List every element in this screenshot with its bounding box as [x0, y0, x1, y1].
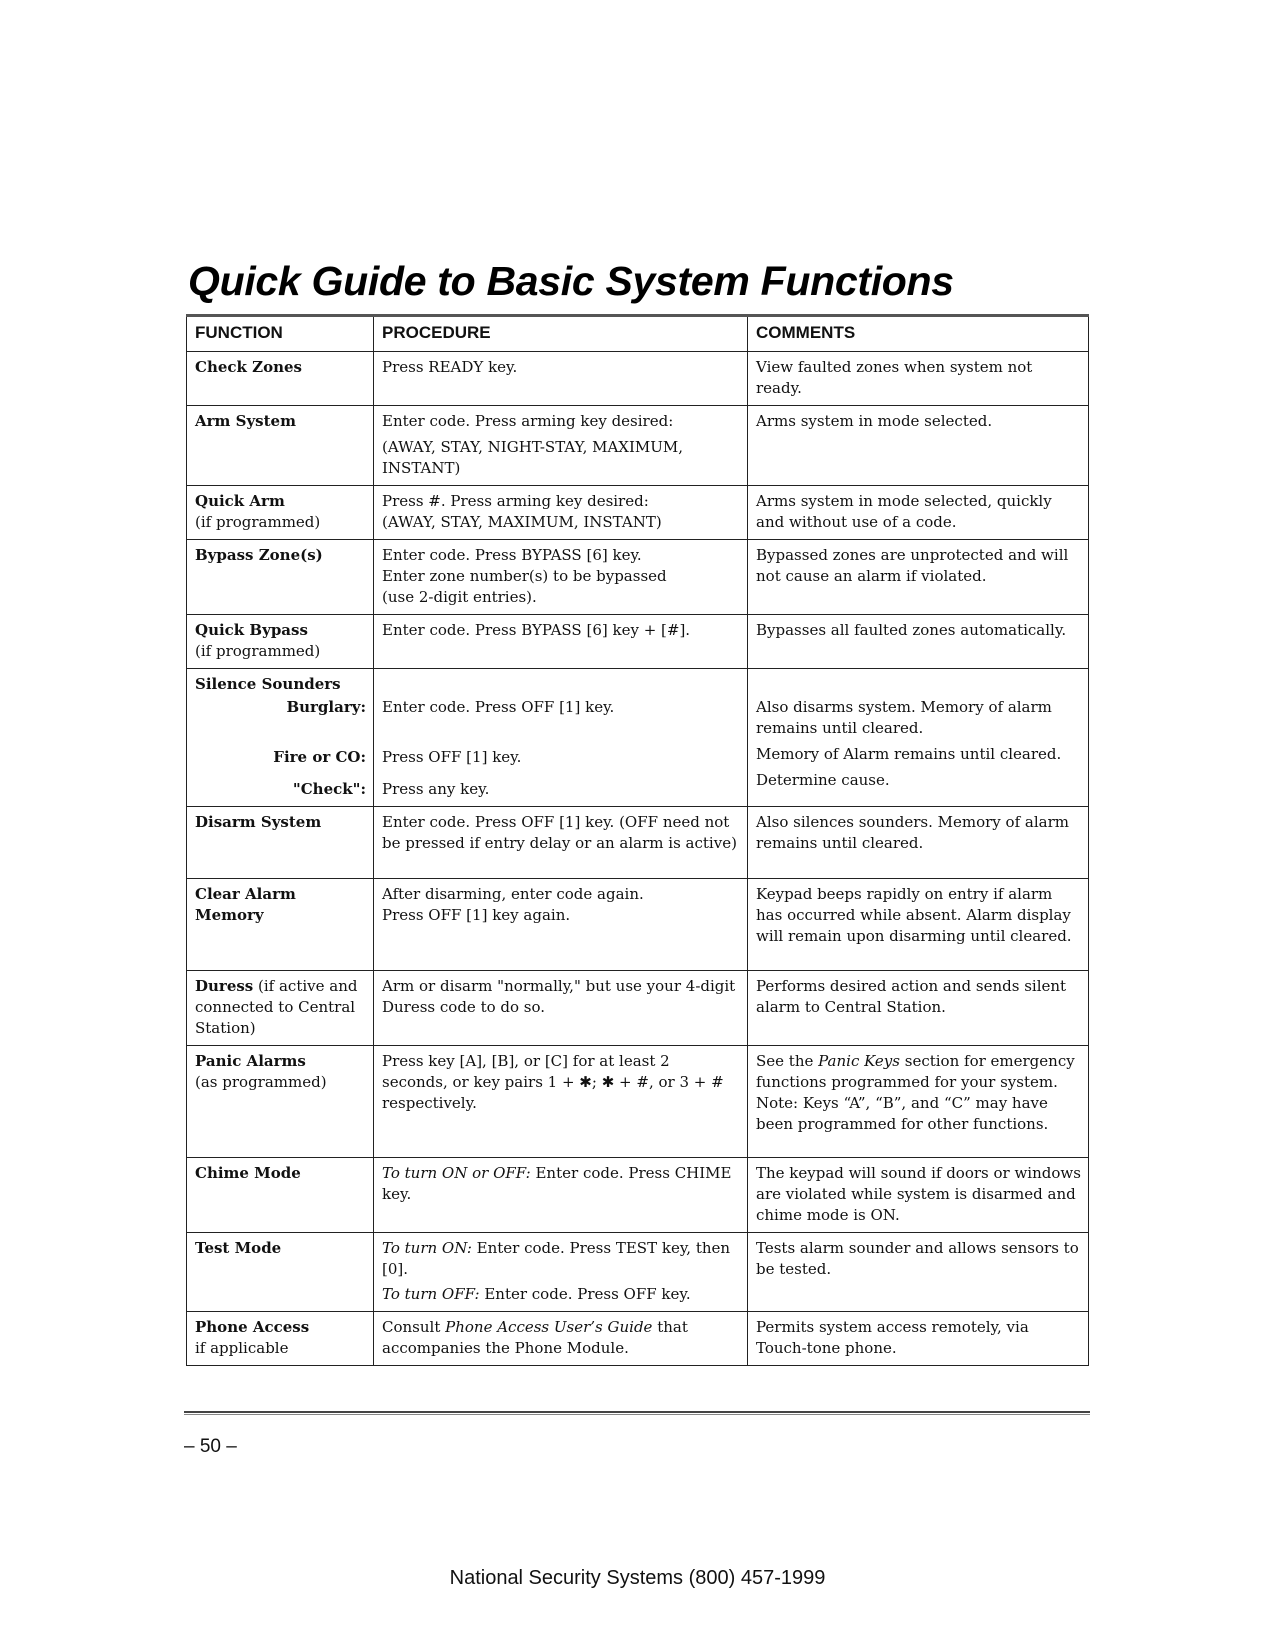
comments-cell: The keypad will sound if doors or windows are violated while system is disarmed and chime mode is ON. [748, 1158, 1089, 1233]
procedure-cell: After disarming, enter code again. Press OFF [1] key again. [374, 879, 748, 971]
comments-cell: View faulted zones when system not ready. [748, 352, 1089, 406]
table-row [187, 540, 1089, 615]
procedure-cell: Enter code. Press OFF [1] key. Press OFF [1] key. Press any key. [374, 669, 748, 807]
procedure-cell: Press key [A], [B], or [C] for at least 2 seconds, or key pairs 1 + ✱; ✱ + #, or 3 + # respectively. [374, 1046, 748, 1158]
procedure-cell: Enter code. Press arming key desired: (AWAY, STAY, NIGHT-STAY, MAXIMUM, INSTANT) [374, 406, 748, 486]
page-title: Quick Guide to Basic System Functions [188, 258, 954, 304]
header-function: FUNCTION [187, 316, 374, 352]
function-cell: Bypass Zone(s) [187, 540, 374, 615]
table-row [187, 1233, 1089, 1312]
comments-cell: Permits system access remotely, via Touch-tone phone. [748, 1312, 1089, 1366]
function-cell: Quick Arm (if programmed) [187, 486, 374, 540]
table-header-row [187, 316, 1089, 352]
procedure-cell: Arm or disarm "normally," but use your 4-digit Duress code to do so. [374, 971, 748, 1046]
procedure-cell: Press READY key. [374, 352, 748, 406]
procedure-cell: To turn ON: Enter code. Press TEST key, then [0]. To turn OFF: Enter code. Press OFF key. [374, 1233, 748, 1312]
comments-cell: Keypad beeps rapidly on entry if alarm has occurred while absent. Alarm display will remain upon disarming until cleared. [748, 879, 1089, 971]
comments-cell: See the Panic Keys section for emergency functions programmed for your system. Note: Keys “A”, “B”, and “C” may have been programmed for other functions. [748, 1046, 1089, 1158]
function-cell: Phone Access if applicable [187, 1312, 374, 1366]
procedure-cell: Enter code. Press BYPASS [6] key + [#]. [374, 615, 748, 669]
table-row [187, 1046, 1089, 1158]
page-number: – 50 – [184, 1436, 237, 1457]
table-row [187, 669, 1089, 807]
table-row [187, 352, 1089, 406]
function-cell: Check Zones [187, 352, 374, 406]
function-cell: Quick Bypass (if programmed) [187, 615, 374, 669]
quick-guide-table [186, 314, 1089, 1366]
table-row [187, 615, 1089, 669]
function-cell: Disarm System [187, 807, 374, 879]
function-cell: Duress (if active and connected to Central Station) [187, 971, 374, 1046]
phone-access-guide-reference: Phone Access User’s Guide [445, 1318, 653, 1336]
table-row [187, 486, 1089, 540]
table-row [187, 807, 1089, 879]
procedure-cell: Enter code. Press BYPASS [6] key. Enter zone number(s) to be bypassed (use 2-digit entries). [374, 540, 748, 615]
function-cell: Test Mode [187, 1233, 374, 1312]
comments-cell: Bypasses all faulted zones automatically. [748, 615, 1089, 669]
comments-cell: Arms system in mode selected. [748, 406, 1089, 486]
function-cell: Panic Alarms (as programmed) [187, 1046, 374, 1158]
footer-divider [184, 1411, 1090, 1415]
table-row [187, 971, 1089, 1046]
function-cell: Silence Sounders Burglary: Fire or CO: "Check": [187, 669, 374, 807]
procedure-cell: Press #. Press arming key desired: (AWAY, STAY, MAXIMUM, INSTANT) [374, 486, 748, 540]
footer-contact: National Security Systems (800) 457-1999 [449, 1567, 826, 1589]
comments-cell: Tests alarm sounder and allows sensors to be tested. [748, 1233, 1089, 1312]
panic-keys-reference: Panic Keys [818, 1052, 900, 1070]
table-row [187, 879, 1089, 971]
procedure-cell: To turn ON or OFF: Enter code. Press CHIME key. [374, 1158, 748, 1233]
function-cell: Clear Alarm Memory [187, 879, 374, 971]
function-cell: Chime Mode [187, 1158, 374, 1233]
header-procedure: PROCEDURE [374, 316, 748, 352]
function-cell: Arm System [187, 406, 374, 486]
comments-cell: Bypassed zones are unprotected and will not cause an alarm if violated. [748, 540, 1089, 615]
comments-cell: Arms system in mode selected, quickly and without use of a code. [748, 486, 1089, 540]
table-row [187, 1158, 1089, 1233]
comments-cell: Performs desired action and sends silent alarm to Central Station. [748, 971, 1089, 1046]
procedure-cell: Consult Phone Access User’s Guide that accompanies the Phone Module. [374, 1312, 748, 1366]
comments-cell: Also disarms system. Memory of alarm remains until cleared. Memory of Alarm remains until cleared. Determine cause. [748, 669, 1089, 807]
table-row [187, 406, 1089, 486]
header-comments: COMMENTS [748, 316, 1089, 352]
procedure-cell: Enter code. Press OFF [1] key. (OFF need not be pressed if entry delay or an alarm is active) [374, 807, 748, 879]
comments-cell: Also silences sounders. Memory of alarm remains until cleared. [748, 807, 1089, 879]
table-row [187, 1312, 1089, 1366]
